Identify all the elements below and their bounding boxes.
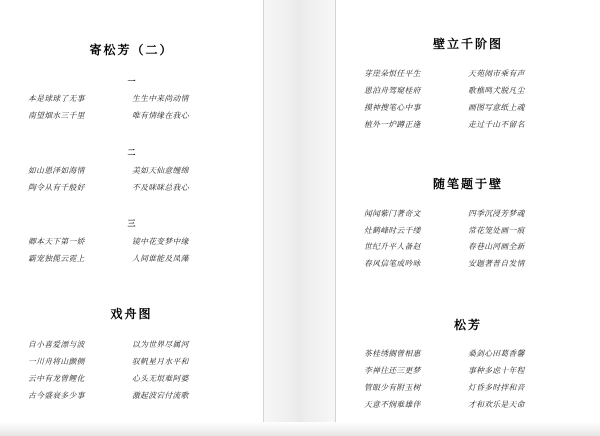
verse-line: 霸宠独揽云霓上 bbox=[28, 254, 85, 263]
verse-line: 激起波宕付流歌 bbox=[132, 391, 189, 400]
verse-line: 世纪升平人备赵 bbox=[364, 242, 421, 251]
verse-line: 画图写意纸上魂 bbox=[468, 103, 525, 112]
verse-line: 唯有情缘在我心 bbox=[132, 111, 189, 120]
verse-line: 镜中花变梦中缘 bbox=[132, 237, 189, 246]
verse-line: 桑剑心田葛香馨 bbox=[468, 349, 525, 358]
verse-line: 灶鹤峰时云千缕 bbox=[364, 226, 421, 235]
verse-line: 南望烟水三千里 bbox=[28, 111, 85, 120]
verse-line: 常花笼处画一痕 bbox=[468, 226, 525, 235]
section-number: 二 bbox=[127, 147, 136, 157]
verse-line: 恩泊舟驾窥桂府 bbox=[364, 86, 421, 95]
verse-line: 自小喜爱漂与波 bbox=[28, 340, 85, 349]
poem-title: 壁立千阶图 bbox=[432, 37, 503, 51]
verse-line: 不及咪咪总我心 bbox=[132, 183, 189, 192]
left-page bbox=[0, 0, 263, 436]
verse-line: 一川舟将山颤侧 bbox=[28, 357, 85, 366]
poem-title: 松芳 bbox=[453, 318, 482, 332]
page-fold-line bbox=[263, 0, 264, 436]
verse-line: 才和欢乐是天命 bbox=[468, 400, 525, 409]
verse-line: 事种多虑十年程 bbox=[468, 366, 525, 375]
verse-line: 人间谁能及凤藻 bbox=[132, 254, 189, 263]
verse-line: 茶桂绣搁曾相惠 bbox=[364, 349, 421, 358]
poem-title: 寄松芳（二） bbox=[89, 43, 174, 57]
verse-line: 本是球球了无事 bbox=[28, 94, 85, 103]
verse-line: 美如天仙意缠绵 bbox=[132, 166, 189, 175]
page-bottom-edge bbox=[0, 422, 600, 436]
verse-line: 摸神搜笔心中事 bbox=[364, 103, 421, 112]
verse-line: 芽崖朵恨任平生 bbox=[364, 69, 421, 78]
section-number: 三 bbox=[127, 218, 136, 228]
book-gutter bbox=[263, 0, 336, 436]
verse-line: 天意不悯难雄伴 bbox=[364, 400, 421, 409]
verse-line: 李禅往还三更梦 bbox=[364, 366, 421, 375]
section-number: 一 bbox=[127, 76, 136, 86]
poem-title: 随笔题于壁 bbox=[432, 177, 503, 191]
verse-line: 天苑闹市乘有声 bbox=[468, 69, 525, 78]
verse-line: 生生中来尚动情 bbox=[132, 94, 189, 103]
verse-line: 灯昏多时拌和音 bbox=[468, 383, 525, 392]
verse-line: 春巷山河画全新 bbox=[468, 242, 525, 251]
verse-line: 卿本天下第一娇 bbox=[28, 237, 85, 246]
verse-line: 歌樵鸣犬脱凡尘 bbox=[468, 86, 525, 95]
verse-line: 安题著普自发情 bbox=[468, 259, 525, 268]
verse-line: 如山恩泽如海情 bbox=[28, 166, 85, 175]
verse-line: 以为世界尽属河 bbox=[132, 340, 189, 349]
verse-line: 四季沉浸芳梦魂 bbox=[468, 209, 525, 218]
verse-line: 春风信笔成吟咏 bbox=[364, 259, 421, 268]
verse-line: 古今盛衰多少事 bbox=[28, 391, 85, 400]
verse-line: 陶令从有千般好 bbox=[28, 183, 85, 192]
verse-line: 驭帆星月水平和 bbox=[132, 357, 189, 366]
verse-line: 心头无垠难阿婆 bbox=[132, 374, 189, 383]
verse-line: 云中有龙曾鲤化 bbox=[28, 374, 85, 383]
verse-line: 闻闻紫门著奇文 bbox=[364, 209, 421, 218]
verse-line: 走过千山不留名 bbox=[468, 120, 525, 129]
verse-line: 管眼少有附玉树 bbox=[364, 383, 421, 392]
poem-title: 戏舟图 bbox=[110, 307, 153, 321]
verse-line: 植外一炉蹲正逢 bbox=[364, 120, 421, 129]
right-page bbox=[336, 0, 600, 436]
